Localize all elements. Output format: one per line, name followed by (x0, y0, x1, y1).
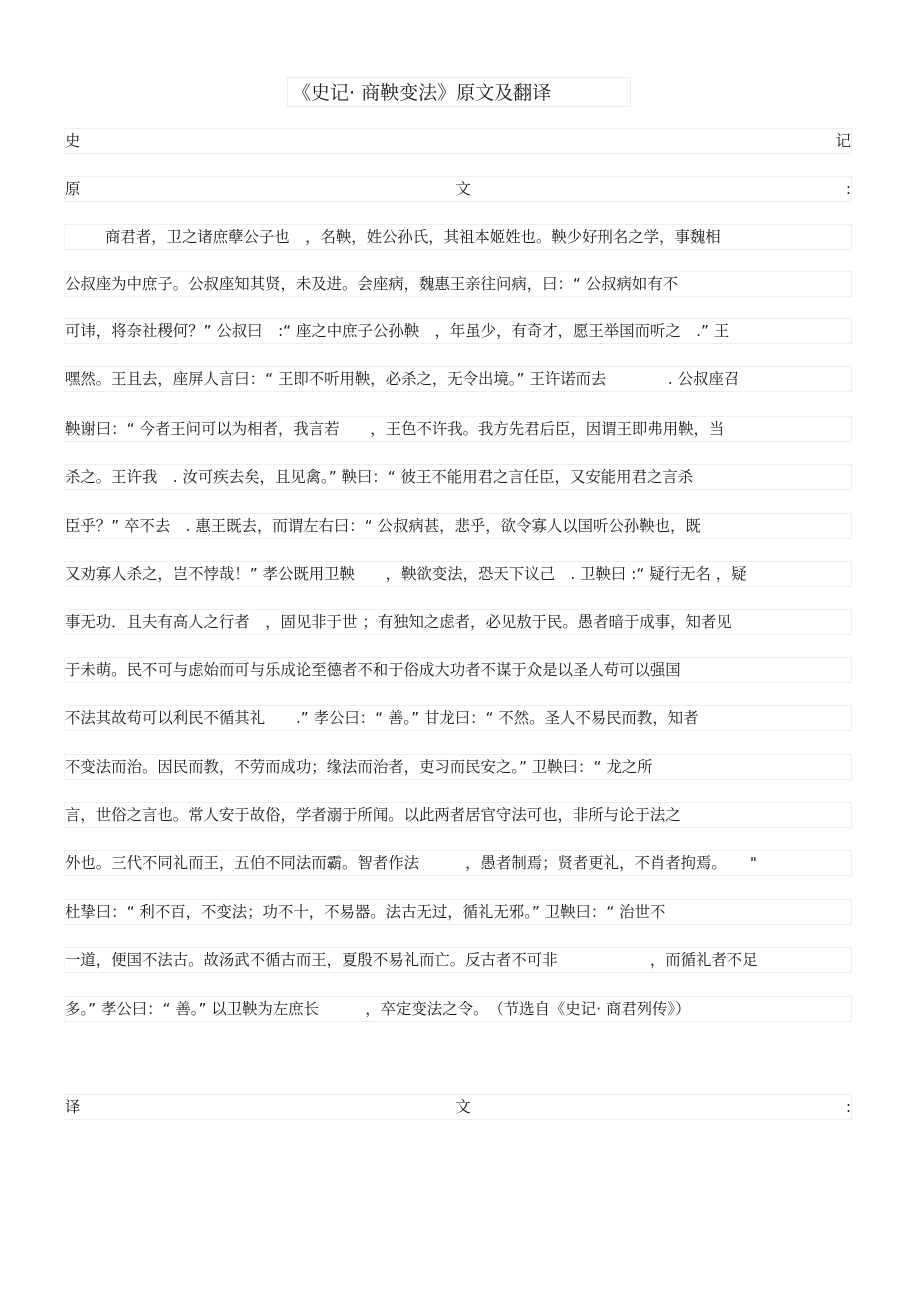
text-line: 多。” 孝公曰：“ 善。” 以卫鞅为左庶长 ，卒定变法之令。 （节选自《史记· 商君列传》） (64, 996, 852, 1022)
text-line: 嘿然。王且去，座屏人言曰：“ 王即不听用鞅，必杀之，无令出境。” 王许诺而去 . 公叔座召 (64, 366, 852, 392)
heading-yiwen-right: : (845, 1098, 851, 1116)
text-line: 外也。三代不同礼而王，五伯不同法而霸。智者作法 ，愚者制焉；贤者更礼，不肖者拘焉。 " (64, 850, 852, 876)
heading-yuanwen-left: 原 (65, 180, 81, 198)
text-line: 又劝寡人杀之，岂不悖哉！” 孝公既用卫鞅 ，鞅欲变法，恐天下议己 . 卫鞅曰 :“ 疑行无名 ，疑 (64, 561, 852, 587)
heading-shiji (64, 128, 852, 154)
heading-yuanwen-mid: 文 (455, 180, 471, 198)
text-line: 言，世俗之言也。常人安于故俗，学者溺于所闻。以此两者居官守法可也，非所与论于法之 (64, 802, 852, 828)
text-line-content: 商君者，卫之诸庶孽公子也 ，名鞅，姓公孙氏，其祖本姬姓也。鞅少好刑名之学，事魏相 (105, 228, 721, 246)
text-line: 臣乎？” 卒不去 . 惠王既去，而谓左右曰：“ 公叔病甚，悲乎，欲令寡人以国听公孙鞅也，既 (64, 513, 852, 539)
text-line: 不法其故苟可以利民不循其礼 .” 孝公曰：“ 善。” 甘龙曰：“ 不然。圣人不易民而教，知者 (64, 705, 852, 731)
text-line (64, 224, 852, 250)
heading-yuanwen (64, 176, 852, 202)
text-line: 鞅谢曰：“ 今者王问可以为相者，我言若 ，王色不许我。我方先君后臣，因谓王即弗用鞅，当 (64, 416, 852, 442)
heading-yiwen-mid: 文 (455, 1098, 471, 1116)
page-title: 《史记· 商鞅变法》原文及翻译 (287, 77, 631, 107)
heading-shiji-right: 记 (835, 132, 851, 150)
heading-yiwen (64, 1094, 852, 1120)
heading-yuanwen-right: : (845, 180, 851, 198)
heading-yiwen-left: 译 (65, 1098, 81, 1116)
text-line: 不变法而治。因民而教，不劳而成功；缘法而治者，吏习而民安之。” 卫鞅曰：“ 龙之所 (64, 754, 852, 780)
text-line: 一道，便国不法古。故汤武不循古而王，夏殷不易礼而亡。反古者不可非 ，而循礼者不足 (64, 947, 852, 973)
text-line: 杜挚曰：“ 利不百，不变法；功不十，不易器。法古无过，循礼无邪。” 卫鞅曰：“ 治世不 (64, 899, 852, 925)
heading-shiji-left: 史 (65, 132, 81, 150)
text-line: 可讳，将奈社稷何？” 公叔曰 :“ 座之中庶子公孙鞅 ，年虽少，有奇才，愿王举国而听之 .” 王 (64, 318, 852, 344)
text-line: 事无功．且夫有高人之行者 ，固见非于世 ；有独知之虑者，必见敖于民。愚者暗于成事，知者见 (64, 609, 852, 635)
text-line: 杀之。王许我 . 汝可疾去矣，且见禽。” 鞅曰：“ 彼王不能用君之言任臣，又安能用君之言杀 (64, 464, 852, 490)
text-line: 公叔座为中庶子。公叔座知其贤，未及进。会座病，魏惠王亲往问病，曰：“ 公叔病如有不 (64, 271, 852, 297)
text-line: 于未萌。民不可与虑始而可与乐成论至德者不和于俗成大功者不谋于众是以圣人苟可以强国 (64, 657, 852, 683)
